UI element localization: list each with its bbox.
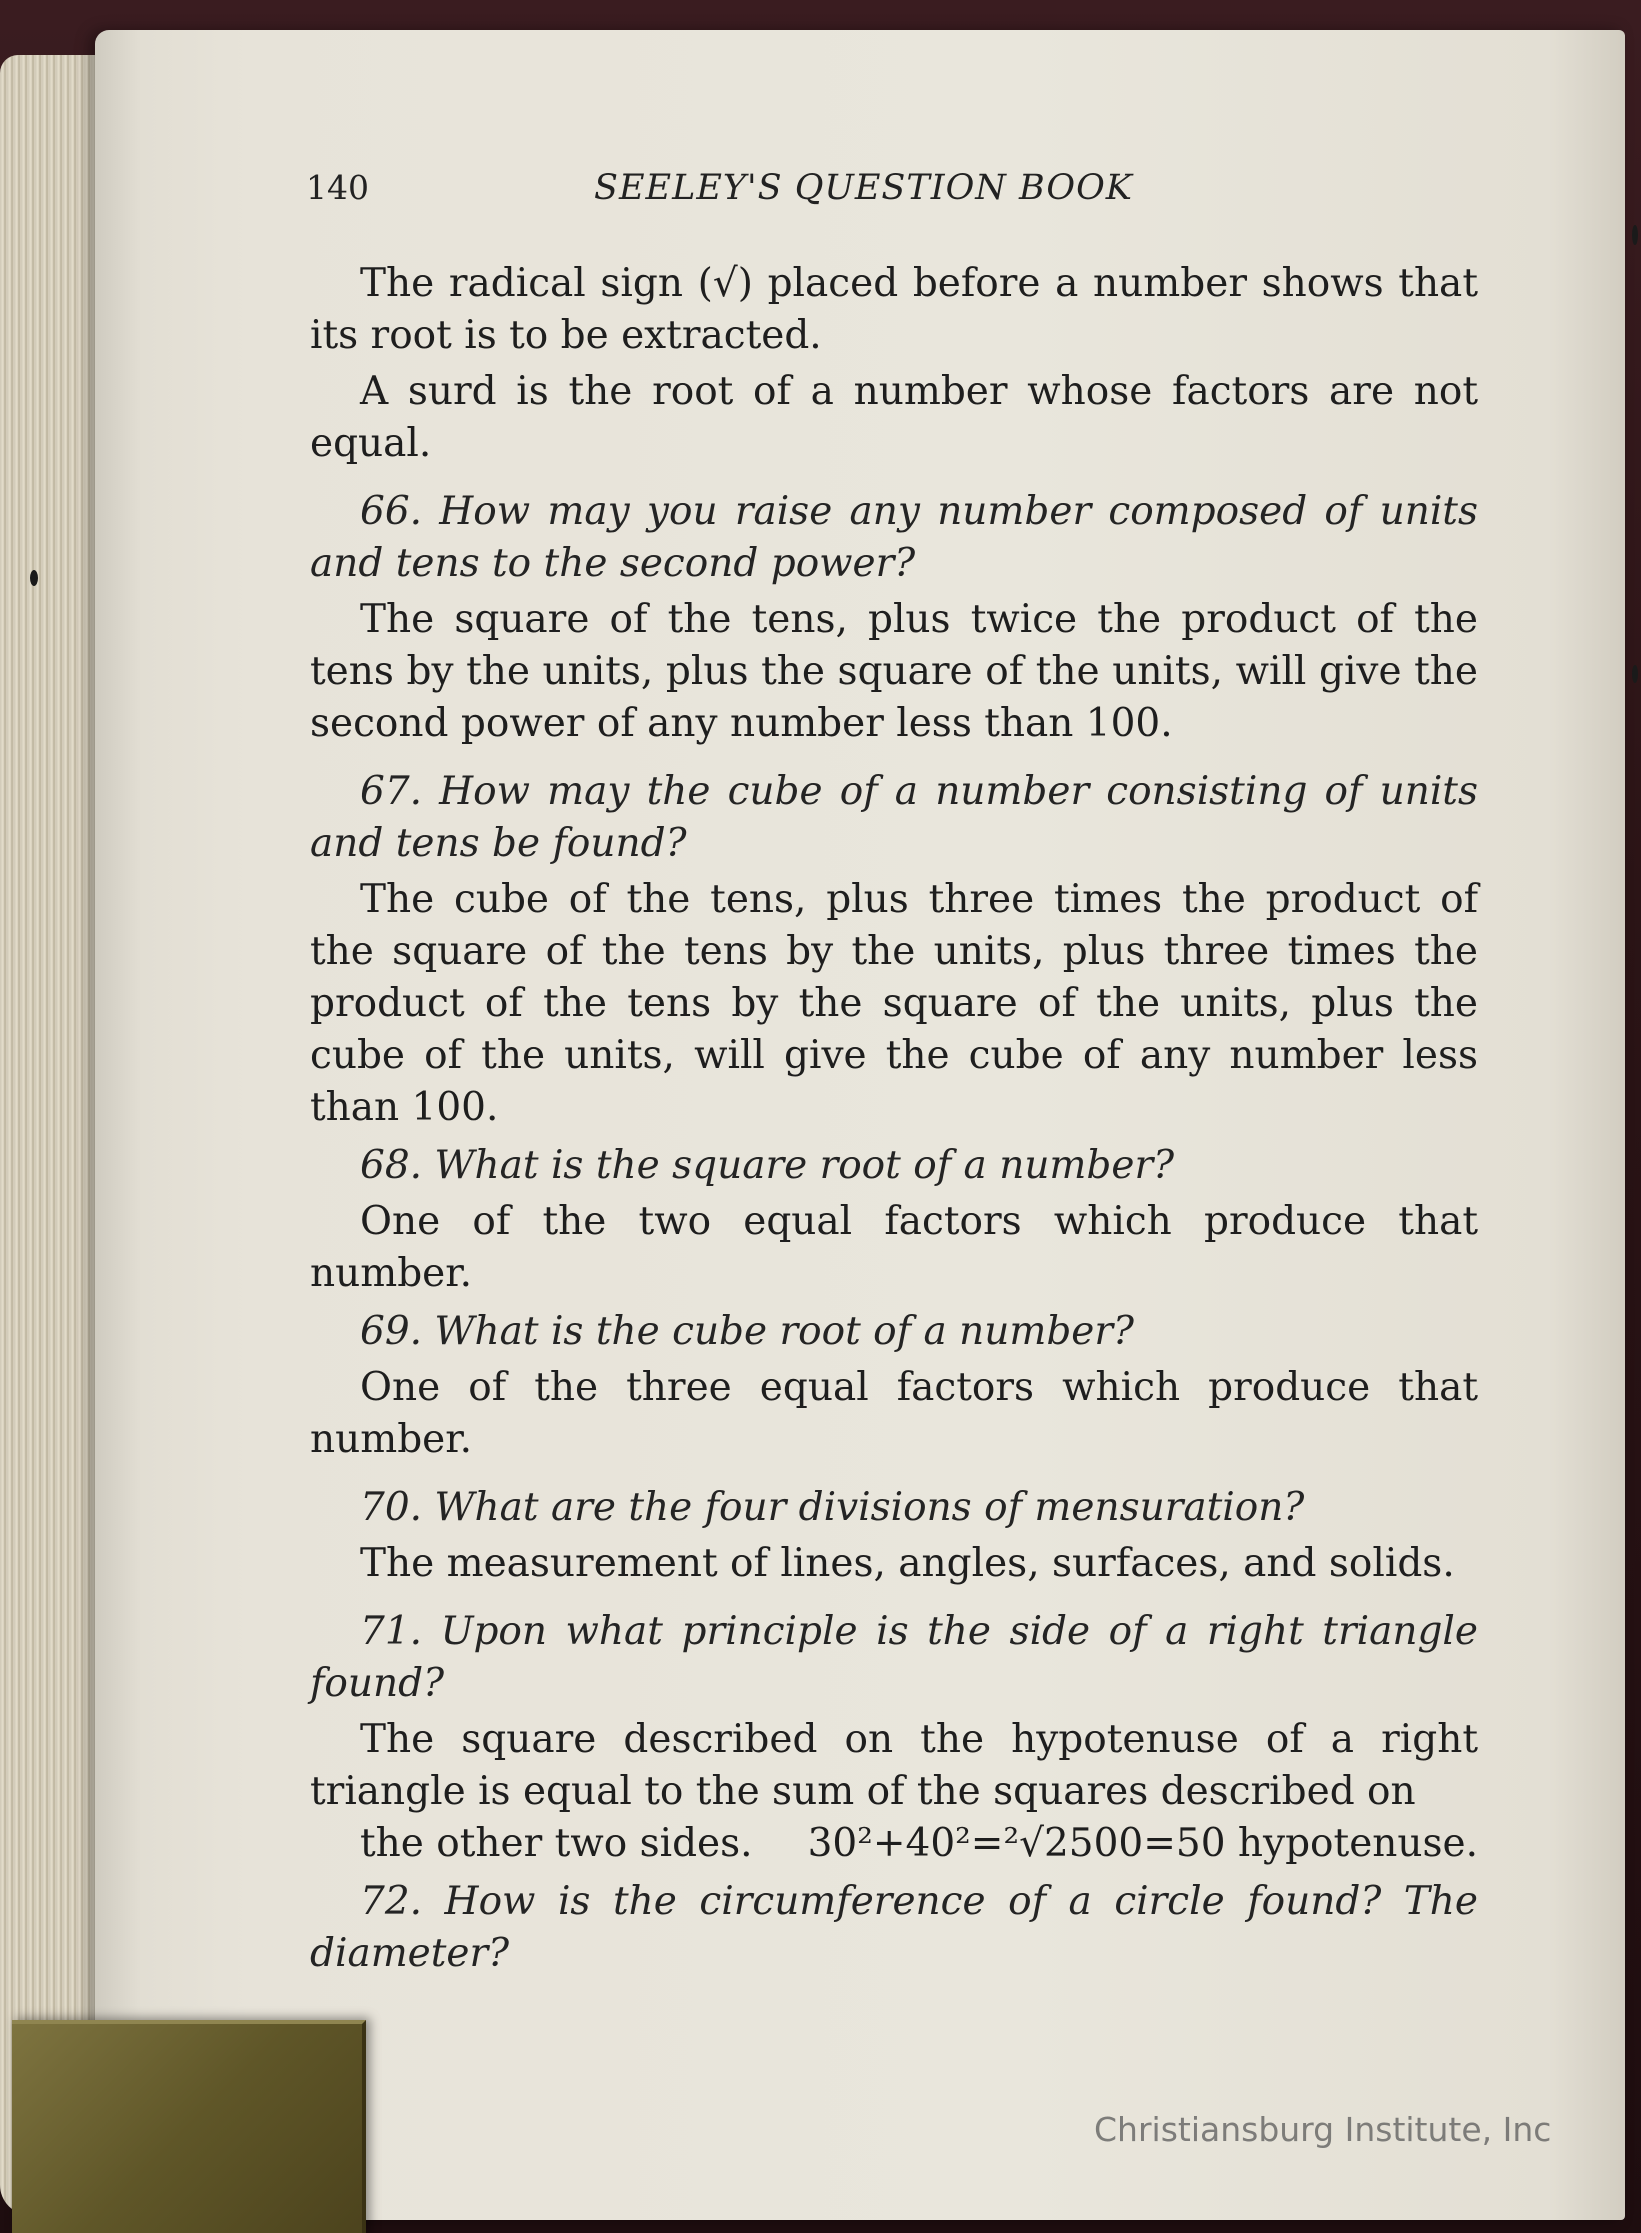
answer-71-text: The square described on the hypotenuse of a right triangle is equal to the sum of the squares described on [310,1717,1478,1814]
surd-definition: A surd is the root of a number whose factors are not equal. [310,369,1478,466]
radical-text-end: placed before a number shows that its root is to be extracted. [310,261,1478,358]
radical-text-start: The radical sign [360,261,683,306]
question-70: 70. What are the four divisions of mensuration? [360,1485,1305,1530]
question-72: 72. How is the circumference of a circle found? The diameter? [310,1879,1478,1976]
book-title: SEELEY'S QUESTION BOOK [594,168,1133,208]
answer-66: The square of the tens, plus twice the product of the tens by the units, plus the square of the units, will give the second power of any number less than 100. [310,597,1478,746]
watermark: Christiansburg Institute, Inc [1094,2110,1552,2149]
answer-67: The cube of the tens, plus three times the product of the square of the tens by the units, plus three times the product of the tens by the square of the units, plus the cube of the units, will give the cube of any number less than 100. [310,877,1478,1130]
radical-sign-paragraph [310,258,1478,362]
radical-sign-symbol: (√) [697,261,753,306]
answer-71-text-end: the other two sides. [360,1821,753,1866]
bookmark-tab [12,2020,366,2233]
running-head [306,162,1476,218]
answer-70: The measurement of lines, angles, surfaces, and solids. [360,1541,1455,1586]
page-number: 140 [306,168,369,207]
paper-speck [1632,225,1638,245]
answer-71 [310,1714,1478,1818]
answer-71-equation-line [310,1818,1478,1870]
paper-speck [30,570,38,586]
page-text [310,258,1478,1980]
answer-68: One of the two equal factors which produce that number. [310,1199,1478,1296]
answer-69: One of the three equal factors which produce that number. [310,1365,1478,1462]
question-66: 66. How may you raise any number composed of units and tens to the second power? [310,489,1478,586]
question-67: 67. How may the cube of a number consisting of units and tens be found? [310,769,1478,866]
question-71: 71. Upon what principle is the side of a right triangle found? [310,1609,1478,1706]
pythagorean-equation: 30²+40²=²√2500=50 hypotenuse. [807,1821,1478,1866]
question-68: 68. What is the square root of a number? [360,1143,1175,1188]
question-69: 69. What is the cube root of a number? [360,1309,1134,1354]
paper-speck [1632,665,1638,683]
